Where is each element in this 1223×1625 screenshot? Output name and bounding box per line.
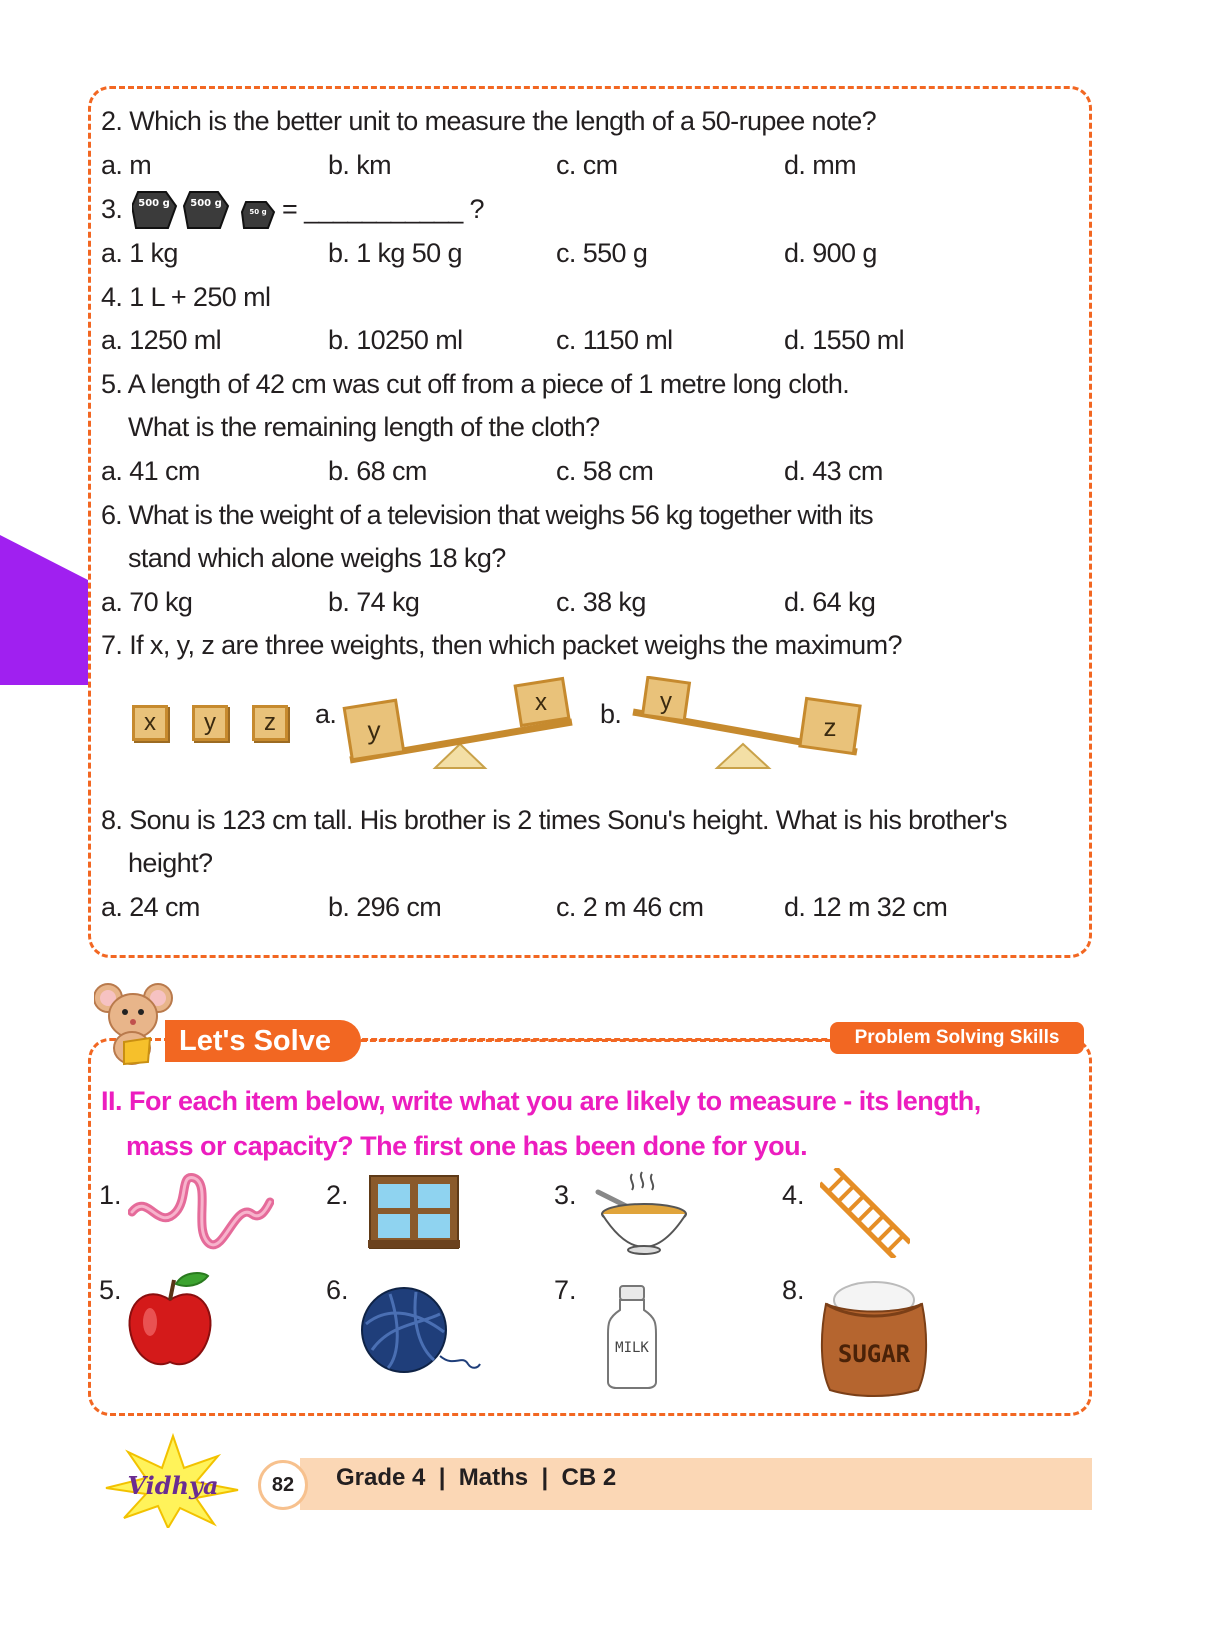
- item-8-number: 8.: [782, 1275, 805, 1305]
- q5-option-d[interactable]: d. 43 cm: [784, 456, 883, 486]
- q4-option-c[interactable]: c. 1150 ml: [556, 325, 673, 355]
- q3-option-a[interactable]: a. 1 kg: [101, 238, 178, 268]
- q4-option-a[interactable]: a. 1250 ml: [101, 325, 222, 355]
- item-5-number: 5.: [99, 1275, 122, 1305]
- q5-option-a[interactable]: a. 41 cm: [101, 456, 200, 486]
- svg-text:SUGAR: SUGAR: [837, 1340, 911, 1368]
- q3-option-c[interactable]: c. 550 g: [556, 238, 648, 268]
- q3-option-d[interactable]: d. 900 g: [784, 238, 877, 268]
- q8-option-d[interactable]: d. 12 m 32 cm: [784, 892, 948, 922]
- header-divider: [361, 1039, 831, 1042]
- vidhya-logo-icon: [88, 1432, 258, 1528]
- question-6-line2: stand which alone weighs 18 kg?: [128, 543, 506, 573]
- q6-option-a[interactable]: a. 70 kg: [101, 587, 193, 617]
- svg-text:y: y: [660, 688, 672, 715]
- question-8-line2: height?: [128, 848, 213, 878]
- svg-text:y: y: [367, 715, 381, 745]
- item-4-number: 4.: [782, 1180, 805, 1210]
- block-z: z: [252, 705, 288, 741]
- q4-option-b[interactable]: b. 10250 ml: [328, 325, 463, 355]
- question-3-number: 3.: [101, 194, 123, 224]
- block-y: y: [192, 705, 228, 741]
- question-7: 7. If x, y, z are three weights, then which packet weighs the maximum?: [101, 630, 902, 660]
- soup-bowl-icon: [594, 1170, 690, 1256]
- question-8: 8. Sonu is 123 cm tall. His brother is 2 times Sonu's height. What is his brother's: [101, 805, 1007, 835]
- weight-500g-icon-2: [184, 192, 228, 228]
- balance-scale-b-icon: [625, 676, 870, 776]
- q8-option-a[interactable]: a. 24 cm: [101, 892, 200, 922]
- q6-option-c[interactable]: c. 38 kg: [556, 587, 646, 617]
- item-6-number: 6.: [326, 1275, 349, 1305]
- scale-a-label[interactable]: a.: [315, 699, 337, 729]
- question-6: 6. What is the weight of a television that weighs 56 kg together with its: [101, 500, 873, 530]
- question-3-rest: = ___________ ?: [282, 194, 484, 224]
- scale-b-label[interactable]: b.: [600, 699, 622, 729]
- balance-scale-a-icon: [340, 676, 580, 776]
- q8-option-c[interactable]: c. 2 m 46 cm: [556, 892, 704, 922]
- q2-option-a[interactable]: a. m: [101, 150, 152, 180]
- svg-text:Vidhya: Vidhya: [127, 1471, 219, 1500]
- mouse-mascot-icon: [94, 980, 174, 1068]
- svg-text:500 g: 500 g: [138, 198, 170, 209]
- item-3-number: 3.: [554, 1180, 577, 1210]
- item-2-number: 2.: [326, 1180, 349, 1210]
- milk-bottle-icon: [604, 1284, 660, 1390]
- q2-option-b[interactable]: b. km: [328, 150, 392, 180]
- ladder-icon: [820, 1168, 910, 1258]
- q2-option-d[interactable]: d. mm: [784, 150, 857, 180]
- instruction-line-2: mass or capacity? The first one has been done for you.: [126, 1131, 808, 1161]
- q6-option-d[interactable]: d. 64 kg: [784, 587, 876, 617]
- question-4: 4. 1 L + 250 ml: [101, 282, 271, 312]
- q5-option-b[interactable]: b. 68 cm: [328, 456, 427, 486]
- q2-option-c[interactable]: c. cm: [556, 150, 618, 180]
- ribbon-icon: [128, 1172, 274, 1254]
- q6-option-b[interactable]: b. 74 kg: [328, 587, 420, 617]
- svg-text:50 g: 50 g: [249, 208, 267, 216]
- question-2: 2. Which is the better unit to measure the length of a 50-rupee note?: [101, 106, 877, 136]
- svg-text:MILK: MILK: [615, 1340, 649, 1356]
- item-1-number: 1.: [99, 1180, 122, 1210]
- question-5: 5. A length of 42 cm was cut off from a piece of 1 metre long cloth.: [101, 369, 850, 399]
- apple-icon: [126, 1270, 214, 1374]
- page-number: 82: [258, 1460, 308, 1510]
- instruction-line-1: II. For each item below, write what you are likely to measure - its length,: [101, 1086, 981, 1116]
- item-7-number: 7.: [554, 1275, 577, 1305]
- sugar-sack-icon: [816, 1274, 932, 1398]
- weight-50g-icon: [242, 202, 274, 228]
- question-5-line2: What is the remaining length of the cloth?: [128, 412, 600, 442]
- svg-text:500 g: 500 g: [190, 198, 222, 209]
- svg-text:z: z: [823, 712, 837, 742]
- weight-500g-icon: [132, 192, 176, 228]
- yarn-ball-icon: [360, 1284, 482, 1378]
- q5-option-c[interactable]: c. 58 cm: [556, 456, 654, 486]
- lets-solve-title: Let's Solve: [165, 1020, 361, 1062]
- q8-option-b[interactable]: b. 296 cm: [328, 892, 442, 922]
- block-x: x: [132, 705, 168, 741]
- problem-solving-tag: Problem Solving Skills: [830, 1022, 1084, 1054]
- footer-text: Grade 4 | Maths | CB 2: [336, 1464, 617, 1491]
- q3-option-b[interactable]: b. 1 kg 50 g: [328, 238, 462, 268]
- side-tab: [0, 535, 88, 685]
- q4-option-d[interactable]: d. 1550 ml: [784, 325, 905, 355]
- window-icon: [368, 1174, 460, 1250]
- svg-text:x: x: [535, 689, 547, 716]
- weights-icon: [132, 184, 282, 234]
